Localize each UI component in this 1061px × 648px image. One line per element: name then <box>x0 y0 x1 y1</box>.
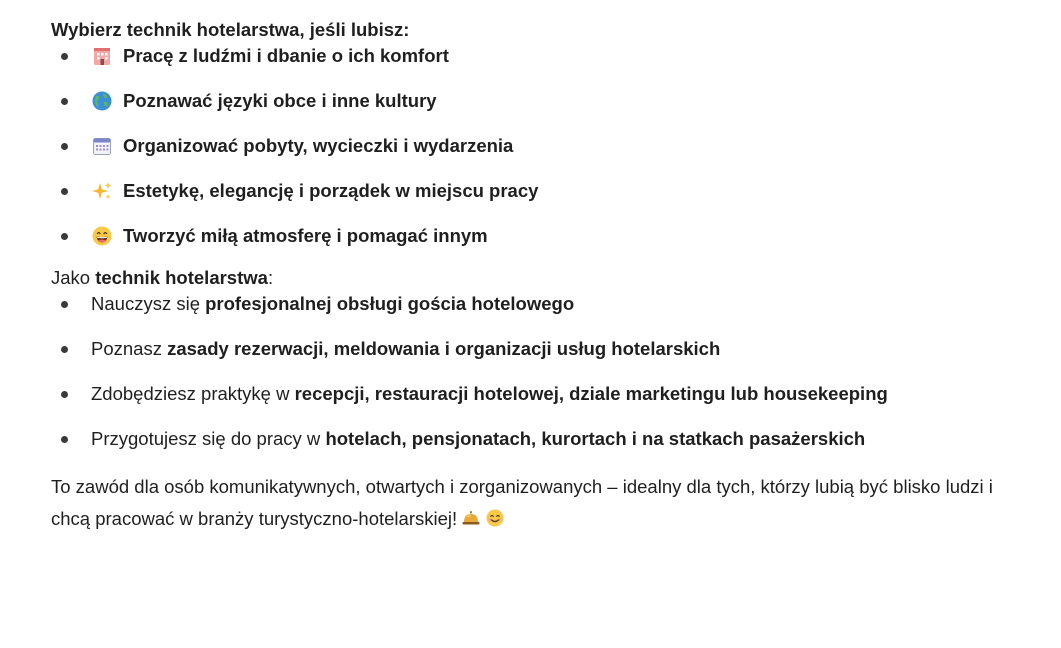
grinning-face-icon <box>91 225 113 247</box>
intro-bold: technik hotelarstwa <box>95 267 268 288</box>
bullet <box>61 98 68 105</box>
calendar-icon <box>91 135 113 157</box>
item-bold: profesjonalnej obsługi gościa hotelowego <box>205 293 575 314</box>
bullet <box>61 436 68 443</box>
intro-prefix: Jako <box>51 267 96 288</box>
hotel-icon <box>91 45 113 67</box>
list-item <box>51 133 1061 178</box>
item-prefix: Przygotujesz się do pracy w <box>91 428 326 449</box>
list-item-text <box>91 336 720 362</box>
bullet <box>61 346 68 353</box>
list-item-text <box>91 291 574 317</box>
item-prefix: Poznasz <box>91 338 168 359</box>
benefits-list <box>51 291 1061 471</box>
bullet <box>61 143 68 150</box>
bullet <box>61 391 68 398</box>
bullet <box>61 188 68 195</box>
list-item-text: Pracę z ludźmi i dbanie o ich komfort <box>123 45 449 66</box>
list-item <box>51 88 1061 133</box>
list-item-text: Organizować pobyty, wycieczki i wydarzenia <box>123 135 514 156</box>
bullet <box>61 53 68 60</box>
item-bold: recepcji, restauracji hotelowej, dziale marketingu lub housekeeping <box>294 383 888 404</box>
globe-icon <box>91 90 113 112</box>
bullet <box>61 301 68 308</box>
section2-intro <box>51 265 1061 291</box>
list-item <box>51 223 1061 268</box>
list-item <box>51 178 1061 223</box>
item-bold: zasady rezerwacji, meldowania i organizacji usług hotelarskich <box>167 338 721 359</box>
list-item <box>51 43 1061 88</box>
interests-list <box>51 43 1061 268</box>
list-item-text <box>91 381 888 407</box>
closing-paragraph <box>51 471 1021 535</box>
list-item-text: Poznawać języki obce i inne kultury <box>123 90 437 111</box>
bellhop-bell-icon <box>461 508 481 528</box>
list-item-text: Tworzyć miłą atmosferę i pomagać innym <box>123 225 488 246</box>
list-item <box>51 291 1061 336</box>
list-item <box>51 426 1061 471</box>
list-item <box>51 381 1061 426</box>
sparkles-icon <box>91 180 113 202</box>
item-prefix: Nauczysz się <box>91 293 206 314</box>
item-prefix: Zdobędziesz praktykę w <box>91 383 295 404</box>
list-item-text <box>91 426 865 452</box>
intro-suffix: : <box>267 267 274 288</box>
item-bold: hotelach, pensjonatach, kurortach i na statkach pasażerskich <box>325 428 866 449</box>
section-heading: Wybierz technik hotelarstwa, jeśli lubisz: <box>51 19 410 40</box>
bullet <box>61 233 68 240</box>
closing-text: To zawód dla osób komunikatywnych, otwartych i zorganizowanych – idealny dla tych, którzy lubią być blisko ludzi i chcą pracować w branży turystyczno-hotelarskiej! <box>51 476 993 529</box>
list-item <box>51 336 1061 381</box>
list-item-text: Estetykę, elegancję i porządek w miejscu pracy <box>123 180 539 201</box>
smiling-face-icon <box>485 508 505 528</box>
